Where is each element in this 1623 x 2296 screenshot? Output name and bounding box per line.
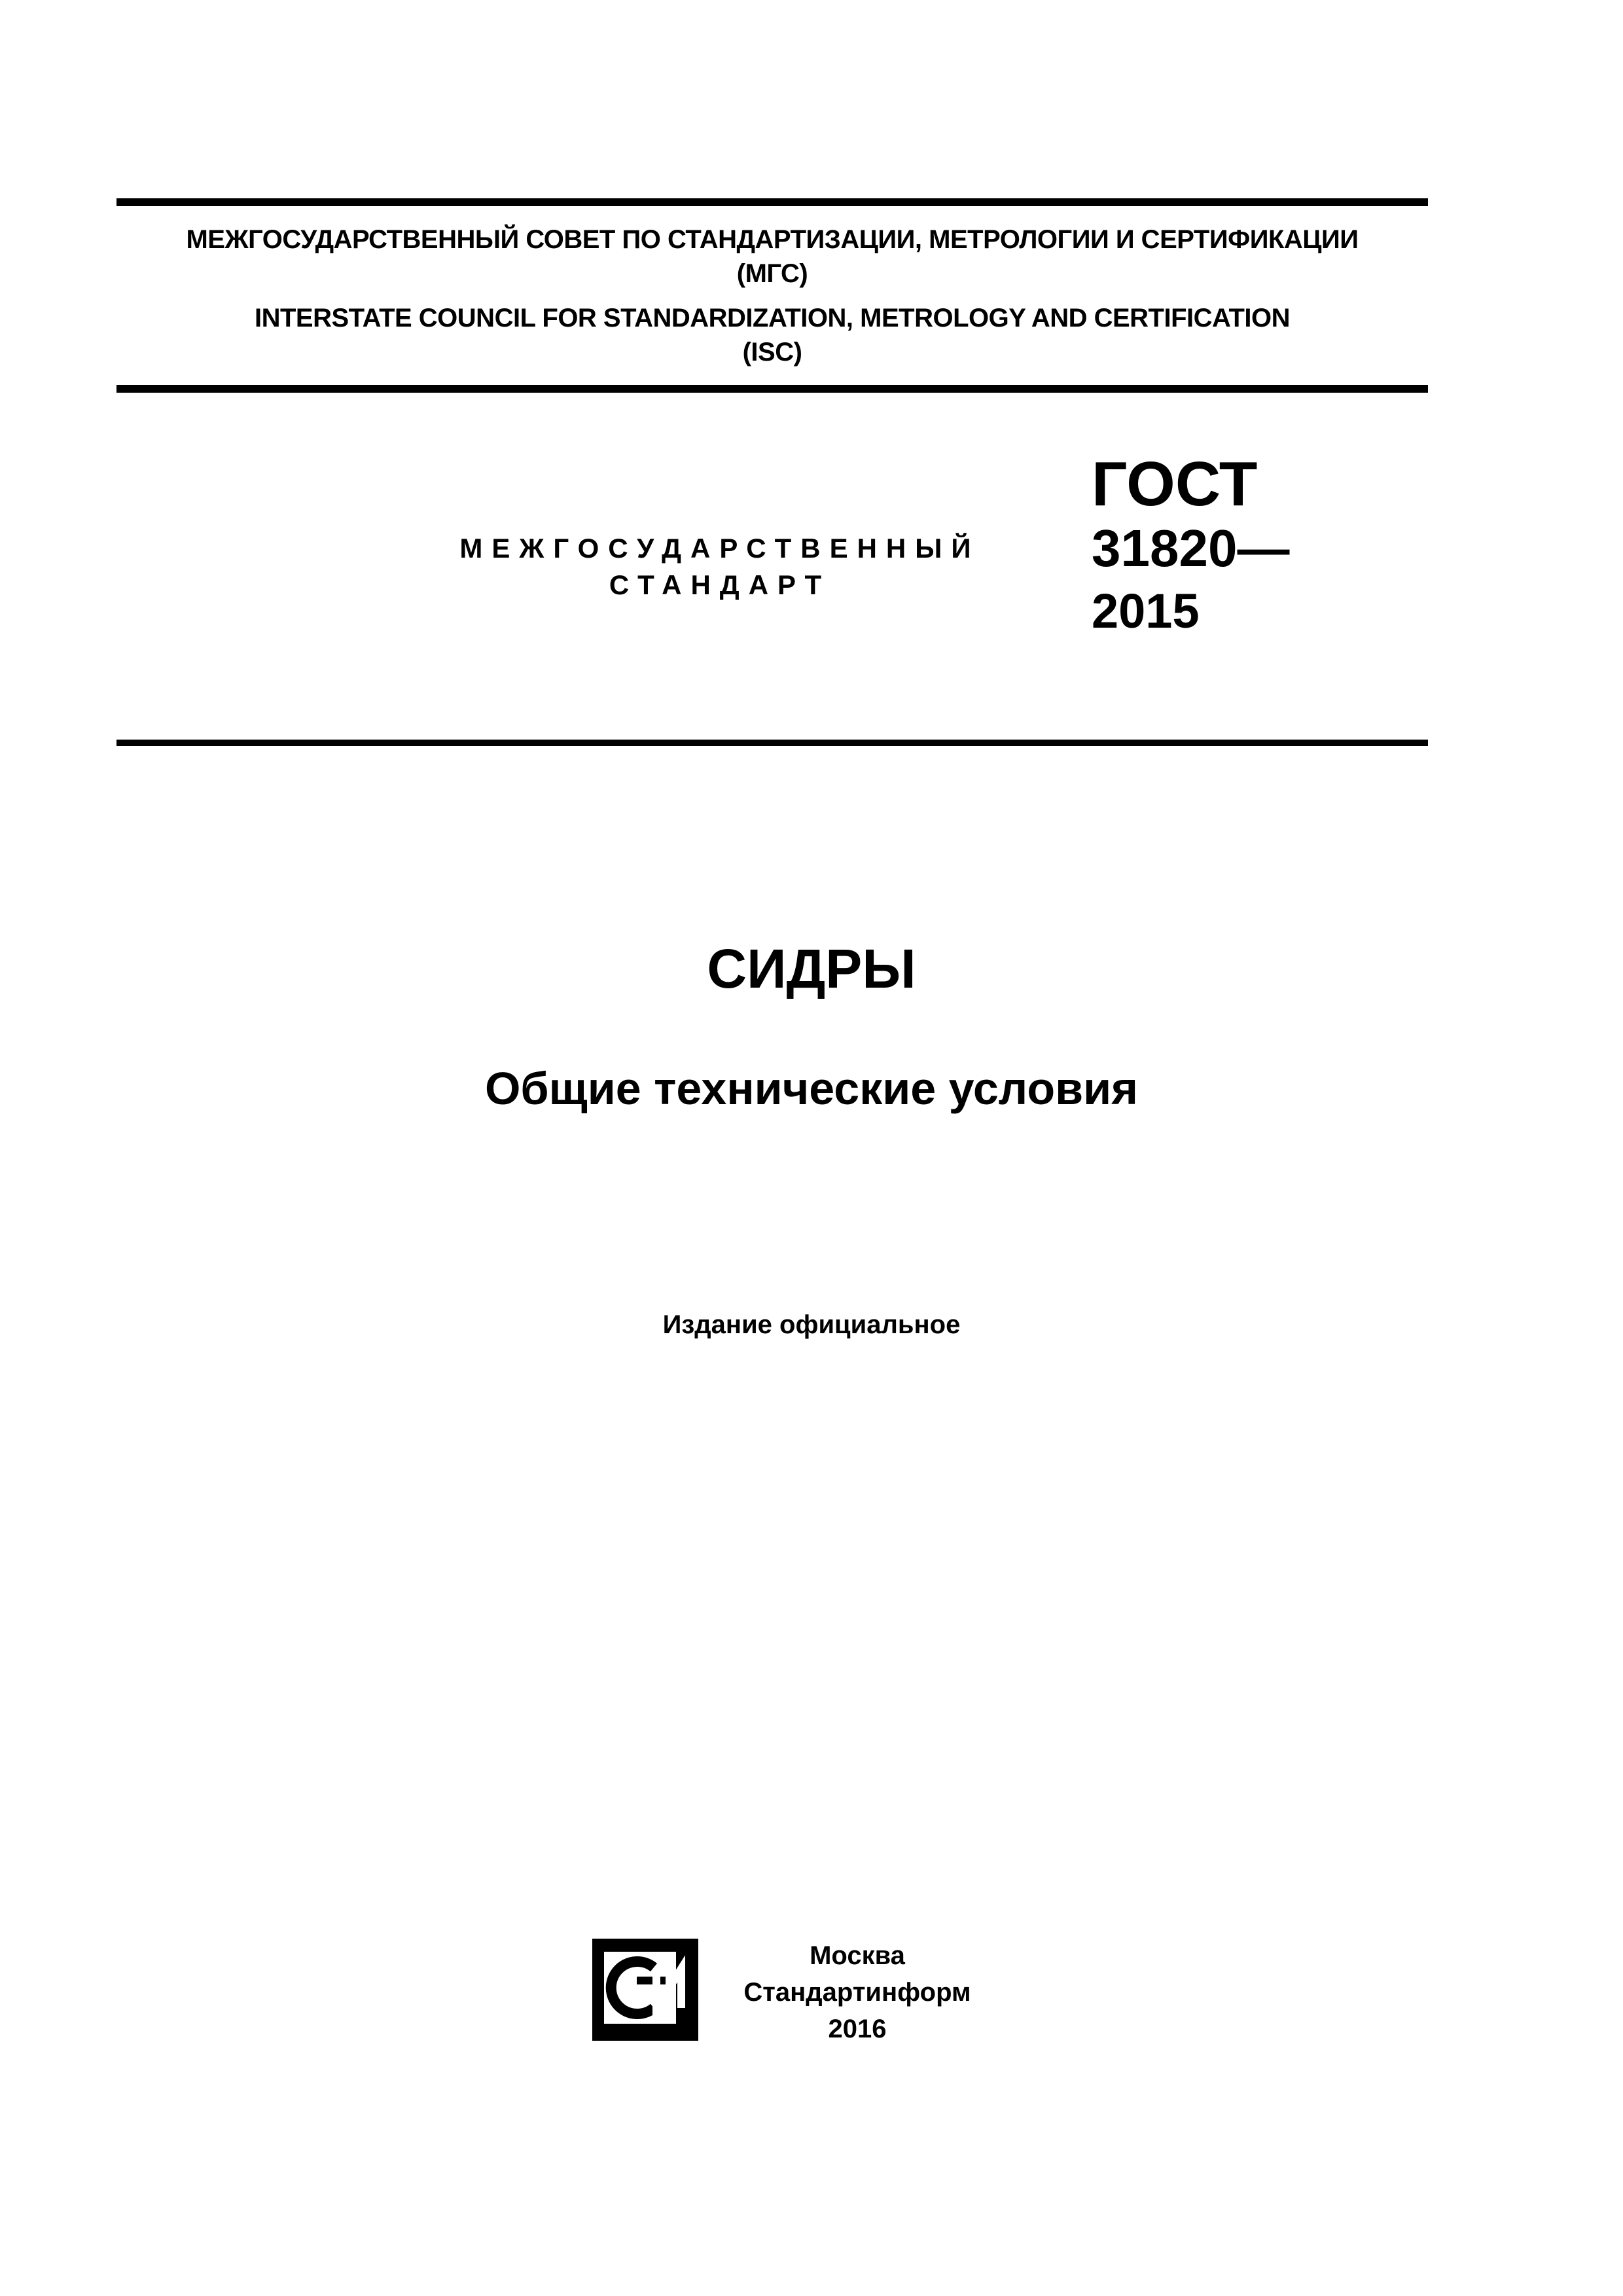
council-en-name: INTERSTATE COUNCIL FOR STANDARDIZATION, METROLOGY AND CERTIFICATION — [255, 304, 1290, 332]
council-ru-name: МЕЖГОСУДАРСТВЕННЫЙ СОВЕТ ПО СТАНДАРТИЗАЦИИ, МЕТРОЛОГИИ И СЕРТИФИКАЦИИ — [186, 225, 1359, 254]
council-en — [116, 301, 1428, 369]
publisher-city: Москва — [810, 1941, 905, 1970]
council-ru — [116, 223, 1428, 291]
gost-word: ГОСТ — [1092, 449, 1258, 519]
gost-designation — [1092, 449, 1290, 643]
publisher-block — [733, 1937, 982, 2047]
gost-number: 31820— — [1092, 519, 1290, 577]
council-ru-abbr: (МГС) — [736, 259, 808, 288]
document-title: СИДРЫ — [707, 938, 916, 999]
standartinform-logo-icon — [591, 1937, 700, 2042]
council-en-abbr: (ISC) — [742, 338, 802, 367]
edition-note: Издание официальное — [662, 1310, 961, 1339]
publisher-name: Стандартинформ — [743, 1978, 971, 2007]
standard-label — [419, 530, 1021, 603]
gost-year: 2015 — [1092, 584, 1200, 638]
standard-label-line2: СТАНДАРТ — [609, 569, 831, 600]
lower-rule — [116, 740, 1428, 746]
middle-rule — [116, 385, 1428, 393]
document-subtitle: Общие технические условия — [484, 1063, 1139, 1114]
standard-label-line1: МЕЖГОСУДАРСТВЕННЫЙ — [459, 533, 980, 564]
publisher-year: 2016 — [828, 2015, 887, 2043]
top-rule — [116, 198, 1428, 206]
